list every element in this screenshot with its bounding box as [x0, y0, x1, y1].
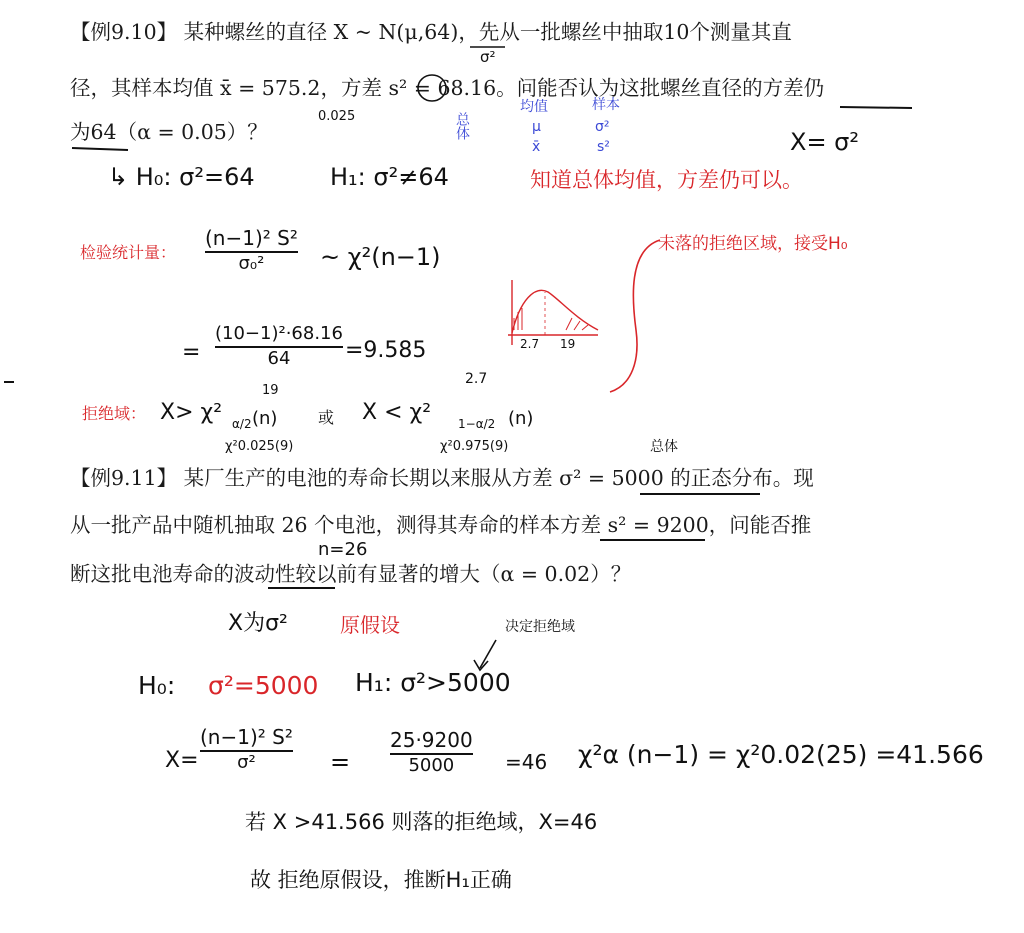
note-chi-small-1: χ²0.025(9) — [225, 439, 294, 454]
note-sigma2-under-64: σ² — [480, 48, 496, 66]
note-reject-x-gt: X> χ² — [160, 400, 223, 425]
note-blue-xbar: x̄ — [532, 139, 541, 155]
note-conclusion: 故 拒绝原假设，推断H₁正确 — [250, 868, 512, 892]
note-reject-sub1: α/2 — [232, 417, 252, 431]
note-blue-yangben: 样本 — [592, 97, 620, 113]
note-x-is-sigma2: X为σ² — [228, 611, 288, 636]
note-calc-result: =9.585 — [345, 338, 427, 363]
note-blue-zongti: 总体 — [454, 112, 470, 140]
note-stat-dist: ~ χ²(n−1) — [320, 243, 441, 271]
note-h0-911-label: H₀: — [138, 671, 176, 700]
note-reject-x-lt: X < χ² — [362, 400, 432, 425]
note-blue-sigma2: σ² — [595, 119, 610, 135]
note-h0-911-val: σ²=5000 — [208, 671, 319, 700]
note-h1-910: H₁: σ²≠64 — [330, 163, 449, 191]
note-blue-junzhi: 均值 — [520, 99, 548, 115]
note-red-null-hyp: 原假设 — [340, 613, 400, 637]
note-blue-mu: μ — [532, 119, 541, 135]
x-value-fraction — [390, 730, 473, 776]
stat-denominator: σ₀² — [238, 253, 265, 274]
note-n26: n=26 — [318, 539, 368, 560]
note-h1-911: H₁: σ²>5000 — [355, 668, 511, 697]
x-fraction-numerator: (n−1)² S² — [200, 725, 293, 749]
x-value-numerator: 25·9200 — [390, 728, 473, 752]
note-zongti2: 总体 — [650, 439, 678, 455]
calc-fraction — [215, 325, 343, 369]
calc-denominator: 64 — [267, 347, 291, 369]
note-small-27a: 2.7 — [465, 371, 488, 387]
underline-wei64 — [72, 148, 128, 150]
note-blue-s2: s² — [597, 139, 610, 155]
graph-label-27: 2.7 — [520, 337, 540, 351]
ex910-line2: 径，其样本均值 x̄ = 575.2，方差 s² = 68.16。问能否认为这批螺丝直径的方差仍 — [70, 76, 825, 100]
calc-numerator: (10−1)²·68.16 — [215, 323, 343, 344]
note-calc-eq: = — [182, 340, 201, 365]
ex910-line3: 为64（α = 0.05）？ — [70, 120, 268, 144]
note-reject-n1: (n) — [252, 408, 278, 429]
note-x-val-res: =46 — [505, 750, 548, 774]
note-eq-sign: = — [330, 748, 351, 776]
x-fraction-denominator: σ² — [237, 752, 256, 773]
x-value-denominator: 5000 — [408, 755, 455, 776]
red-bracket-curve — [610, 240, 660, 392]
ex911-line3: 断这批电池寿命的波动性较以前有显著的增大（α = 0.02）？ — [70, 562, 632, 586]
chi-square-sketch — [508, 280, 598, 345]
note-chi-small-2: χ²0.975(9) — [440, 439, 509, 454]
note-reject-or: 或 — [318, 408, 335, 427]
note-if-line: 若 X >41.566 则落的拒绝域，X=46 — [245, 810, 598, 834]
stat-numerator: (n−1)² S² — [205, 226, 298, 250]
note-x-eq-sigma2: X= σ² — [790, 128, 860, 156]
note-small-19a: 19 — [262, 383, 279, 398]
ex910-line1: 【例9.10】 某种螺丝的直径 X ~ N(μ,64)，先从一批螺丝中抽取10个测量其直 — [70, 20, 792, 44]
sketch-right-hatch — [566, 318, 588, 330]
note-red-stat-label: 检验统计量： — [80, 243, 177, 262]
note-red-know-mean: 知道总体均值，方差仍可以。 — [530, 168, 803, 192]
note-red-not-in-region: 未落的拒绝区域，接受H₀ — [658, 234, 848, 254]
ex911-line2: 从一批产品中随机抽取 26 个电池，测得其寿命的样本方差 s² = 9200，问能否推 — [70, 513, 812, 537]
sketch-density-curve — [512, 290, 598, 333]
ex911-line1: 【例9.11】 某厂生产的电池的寿命长期以来服从方差 σ² = 5000 的正态分布。现 — [70, 466, 814, 490]
stat-fraction — [205, 228, 298, 274]
graph-label-19: 19 — [560, 337, 576, 351]
note-chi-alpha: χ²α (n−1) = χ²0.02(25) =41.566 — [578, 740, 984, 769]
note-h0-910: ↳ H₀: σ²=64 — [108, 163, 255, 191]
note-decide-region: 决定拒绝域 — [505, 619, 575, 635]
note-reject-sub2: 1−α/2 — [458, 417, 496, 431]
underline-fangchareng — [840, 107, 912, 108]
note-reject-n2: (n) — [508, 408, 534, 429]
note-alpha-half: 0.025 — [318, 109, 356, 124]
note-red-reject-region: 拒绝域： — [82, 404, 147, 423]
decide-arrow-line — [480, 640, 496, 668]
note-x-frac-pre: X= — [165, 748, 199, 773]
x-fraction — [200, 727, 293, 773]
sketch-left-hatch — [514, 308, 522, 330]
